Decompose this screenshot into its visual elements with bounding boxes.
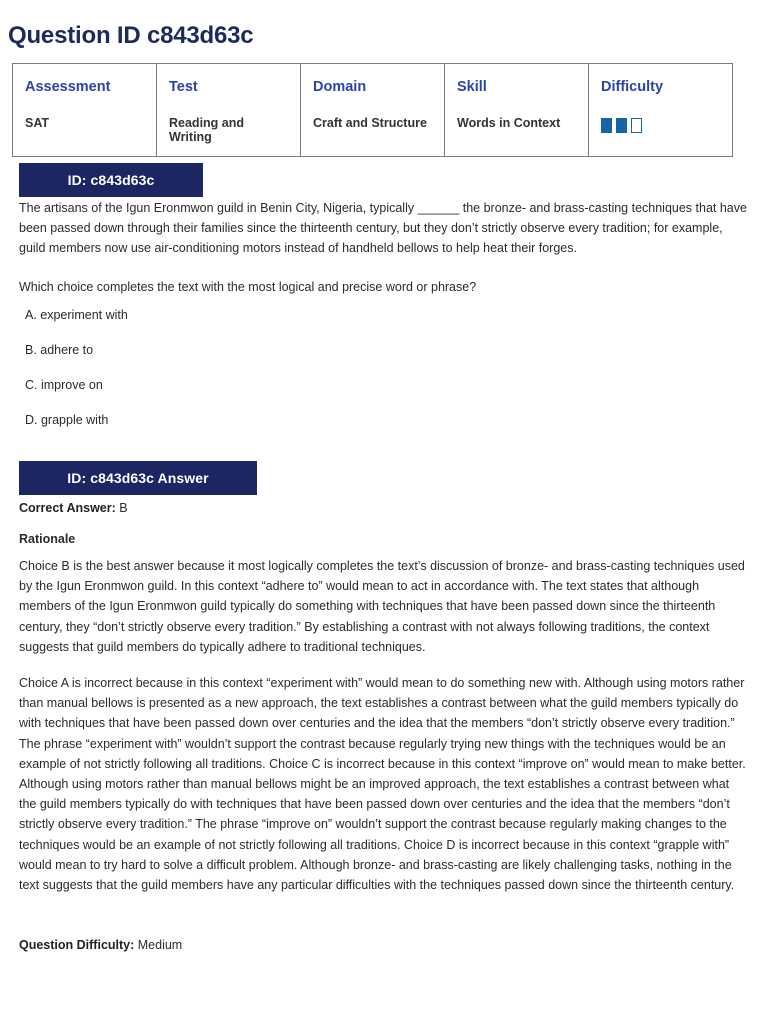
question-id-banner: ID: c843d63c	[19, 163, 203, 197]
answer-choice-b: B. adhere to	[25, 343, 94, 357]
meta-cell-test	[157, 64, 301, 157]
meta-cell-skill	[445, 64, 589, 157]
correct-answer-value: B	[115, 501, 128, 515]
correct-answer-line	[19, 498, 747, 518]
page-title: Question ID c843d63c	[8, 22, 254, 49]
difficulty-level-indicator	[601, 118, 720, 133]
rationale-paragraph-2: Choice A is incorrect because in this context “experiment with” would mean to do something new with. Although using motors rather than manual bellows is presented as a new approach, the text establishes a contrast between what the guild members typically do with techniques that have been passed down over centuries and the idea that the members “don’t strictly observe every tradition.” The phrase “experiment with” wouldn’t support the contrast because regularly trying new things with the techniques would be an example of not strictly following all traditions. Choice C is incorrect because in this context “improve on” would mean to make better. Although using motors rather than manual bellows might be an improved approach, the text establishes a contrast between what the guild members typically do with techniques that have been passed down over centuries and the idea that the members “don’t strictly observe every tradition.” The phrase “improve on” wouldn’t support the contrast because regularly making changes to the techniques would be an example of not strictly following all traditions. Choice D is incorrect because in this context “grapple with” would mean to try hard to solve a difficult problem. Although bronze- and brass-casting are likely challenging tasks, nothing in the text suggests that the guild members have any particular difficulties with the techniques passed down since the thirteenth century.	[19, 676, 746, 893]
question-difficulty-line	[19, 935, 747, 955]
answer-id-banner: ID: c843d63c Answer	[19, 461, 257, 495]
question-difficulty-value: Medium	[134, 938, 183, 952]
meta-cell-domain	[301, 64, 445, 157]
meta-head-test: Test	[169, 79, 198, 95]
difficulty-bar-filled	[601, 118, 612, 133]
answer-choice-c: C. improve on	[25, 378, 103, 392]
meta-cell-difficulty	[589, 64, 733, 157]
rationale-heading: Rationale	[19, 532, 76, 546]
meta-head-assessment: Assessment	[25, 79, 111, 95]
question-passage: The artisans of the Igun Eronmwon guild in Benin City, Nigeria, typically ______ the bronze- and brass-casting techniques that have been passed down through their families since the thirteenth century, but they don’t strictly observe every tradition; for example, guild members now use air-conditioning motors instead of handheld bellows to help heat their forges.	[19, 201, 747, 256]
answer-choice-d: D. grapple with	[25, 413, 109, 427]
meta-value-skill: Words in Context	[457, 116, 561, 130]
meta-cell-assessment	[13, 64, 157, 157]
rationale-paragraph-1: Choice B is the best answer because it most logically completes the text’s discussion of bronze- and brass-casting techniques used by the Igun Eronmwon guild. In this context “adhere to” would mean to act in accordance with. The text states that although members of the Igun Eronmwon guild typically do something with techniques that have been passed down since the thirteenth century, they “don’t strictly observe every tradition.” By establishing a contrast with not always following traditions, the context suggests that guild members do typically adhere to traditional techniques.	[19, 559, 745, 654]
question-stem: Which choice completes the text with the most logical and precise word or phrase?	[19, 280, 477, 294]
meta-value-domain: Craft and Structure	[313, 116, 427, 130]
correct-answer-label: Correct Answer:	[19, 501, 116, 515]
meta-head-domain: Domain	[313, 79, 367, 95]
question-meta-table	[12, 63, 733, 157]
question-difficulty-label: Question Difficulty:	[19, 938, 135, 952]
meta-head-difficulty: Difficulty	[601, 79, 664, 95]
meta-value-assessment: SAT	[25, 116, 50, 130]
difficulty-bar-filled	[616, 118, 627, 133]
meta-value-test: Reading and Writing	[169, 116, 245, 144]
answer-choice-a: A. experiment with	[25, 308, 128, 322]
difficulty-bar-empty	[631, 118, 642, 133]
meta-head-skill: Skill	[457, 79, 487, 95]
